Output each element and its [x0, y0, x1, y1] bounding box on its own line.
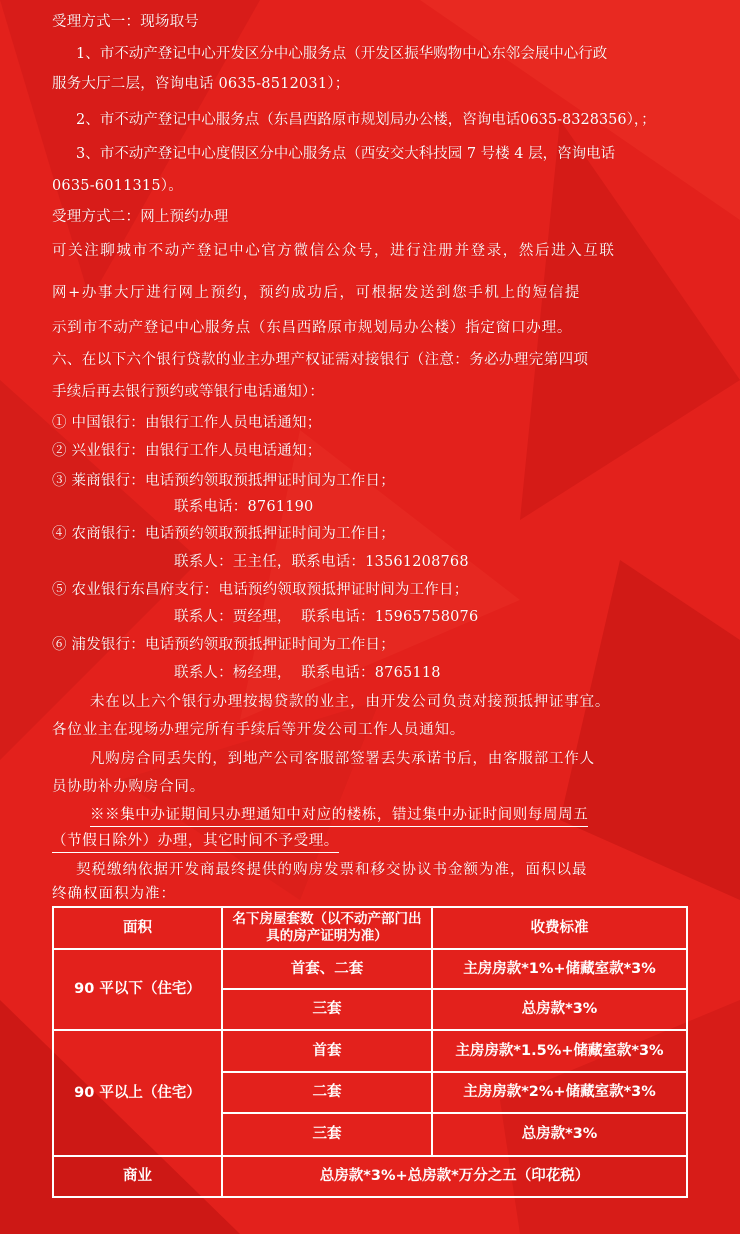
bank-4: ④ 农商银行：电话预约领取预抵押证时间为工作日； — [52, 526, 395, 542]
method2-title: 受理方式二：网上预约办理 — [52, 209, 229, 225]
group1-count-2: 三套 — [312, 1001, 342, 1017]
group2-count-3: 三套 — [312, 1126, 342, 1142]
group2-count-2: 二套 — [312, 1084, 342, 1100]
service-point-1-line2: 服务大厅二层，咨询电话 0635-8512031）； — [52, 76, 350, 92]
method2-line1: 可关注聊城市不动产登记中心官方微信公众号，进行注册并登录，然后进入互联 — [52, 243, 616, 259]
bank-2: ② 兴业银行：由银行工作人员电话通知； — [52, 443, 322, 459]
note-1-line2: 各位业主在现场办理完所有手续后等开发公司工作人员通知。 — [52, 722, 466, 738]
bank-5: ⑤ 农业银行东昌府支行：电话预约领取预抵押证时间为工作日； — [52, 582, 469, 598]
fee-table — [52, 906, 688, 1198]
note-4-line1: 契税缴纳依据开发商最终提供的购房发票和移交协议书金额为准，面积以最 — [76, 862, 588, 878]
service-point-1-line1: 1、市不动产登记中心开发区分中心服务点（开发区振华购物中心东邻会展中心行政 — [76, 46, 608, 62]
section6-line2: 手续后再去银行预约或等银行电话通知）： — [52, 384, 325, 400]
notice-line2: （节假日除外）办理，其它时间不予受理。 — [52, 831, 339, 853]
group2-fee-1: 主房房款*1.5%+储藏室款*3% — [455, 1042, 664, 1059]
group2-fee-3: 总房款*3% — [521, 1126, 598, 1142]
service-point-3-line1: 3、市不动产登记中心度假区分中心服务点（西安交大科技园 7 号楼 4 层，咨询电话 — [76, 146, 616, 162]
commercial-fee: 总房款*3%+总房款*万分之五（印花税） — [319, 1168, 590, 1184]
group1-count-1: 首套、二套 — [290, 960, 364, 977]
method1-title: 受理方式一：现场取号 — [52, 14, 199, 30]
header-area: 面积 — [123, 919, 152, 936]
service-point-2: 2、市不动产登记中心服务点（东昌西路原市规划局办公楼，咨询电话0635-8328356），； — [76, 112, 656, 128]
method2-line3: 示到市不动产登记中心服务点（东昌西路原市规划局办公楼）指定窗口办理。 — [52, 320, 573, 336]
bank-5-contact: 联系人：贾经理， 联系电话：15965758076 — [174, 609, 479, 625]
note-2-line2: 员协助补办购房合同。 — [52, 779, 205, 795]
commercial-label: 商业 — [123, 1168, 152, 1184]
bank-6: ⑥ 浦发银行：电话预约领取预抵押证时间为工作日； — [52, 637, 395, 653]
note-4-line2: 终确权面积为准： — [52, 886, 176, 902]
bank-6-contact: 联系人：杨经理， 联系电话：8765118 — [174, 665, 441, 681]
section6-line1: 六、在以下六个银行贷款的业主办理产权证需对接银行（注意：务必办理完第四项 — [52, 352, 589, 368]
notice-line1: ※※集中办证期间只办理通知中对应的楼栋，错过集中办证时间则每周周五 — [90, 805, 588, 827]
group2-fee-2: 主房房款*2%+储藏室款*3% — [463, 1084, 656, 1100]
note-1-line1: 未在以上六个银行办理按揭贷款的业主，由开发公司负责对接预抵押证事宜。 — [90, 694, 611, 710]
bank-4-contact: 联系人：王主任，联系电话：13561208768 — [174, 554, 469, 570]
group1-fee-2: 总房款*3% — [521, 1001, 598, 1017]
service-point-3-line2: 0635-6011315）。 — [52, 178, 183, 194]
bank-3-contact: 联系电话：8761190 — [174, 499, 314, 515]
group2-label: 90 平以上（住宅） — [74, 1084, 201, 1101]
group2-count-1: 首套 — [312, 1042, 342, 1059]
group1-fee-1: 主房房款*1%+储藏室款*3% — [463, 960, 656, 977]
bank-1: ① 中国银行：由银行工作人员电话通知； — [52, 415, 322, 431]
group1-label: 90 平以下（住宅） — [74, 981, 201, 997]
note-2-line1: 凡购房合同丢失的，到地产公司客服部签署丢失承诺书后，由客服部工作人 — [90, 751, 595, 767]
header-house-count: 名下房屋套数（以不动产部门出具的房产证明为准） — [232, 911, 422, 944]
method2-line2: 网+办事大厅进行网上预约，预约成功后，可根据发送到您手机上的短信提 — [52, 285, 581, 301]
header-fee-standard: 收费标准 — [530, 919, 589, 936]
bank-3: ③ 莱商银行：电话预约领取预抵押证时间为工作日； — [52, 473, 395, 489]
